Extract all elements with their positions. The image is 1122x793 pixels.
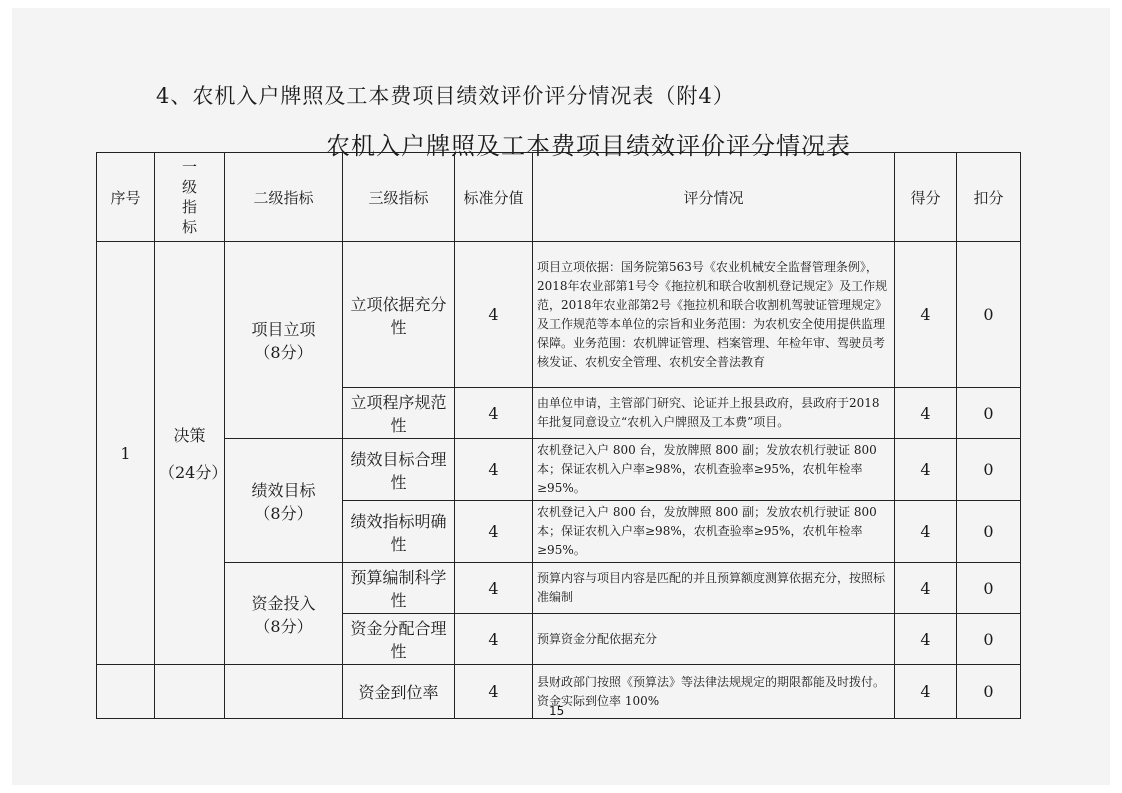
evaluation-cell: 预算资金分配依据充分	[533, 614, 895, 665]
evaluation-cell: 县财政部门按照《预算法》等法律法规规定的期限都能及时拨付。资金实际到位率 100%	[533, 665, 895, 719]
score-cell: 4	[895, 388, 957, 439]
seq-cell: 1	[97, 242, 155, 665]
level2-cell-empty	[225, 665, 343, 719]
level3-cell: 资金分配合理性	[343, 614, 455, 665]
standard-cell: 4	[455, 563, 533, 614]
level1-points: （24分）	[159, 463, 228, 482]
deduct-cell: 0	[957, 614, 1021, 665]
evaluation-cell: 预算内容与项目内容是匹配的并且预算额度测算依据充分，按照标准编制	[533, 563, 895, 614]
header-evaluation: 评分情况	[533, 153, 895, 242]
score-cell: 4	[895, 665, 957, 719]
deduct-cell: 0	[957, 665, 1021, 719]
deduct-cell: 0	[957, 439, 1021, 501]
standard-cell: 4	[455, 501, 533, 563]
standard-cell: 4	[455, 614, 533, 665]
level2-target-cell	[225, 439, 343, 563]
table-row	[97, 439, 1021, 501]
header-row	[97, 153, 1021, 242]
level3-cell: 立项依据充分性	[343, 242, 455, 388]
level2-funds-points: （8分）	[254, 616, 313, 636]
header-level3: 三级指标	[343, 153, 455, 242]
evaluation-cell: 项目立项依据：国务院第563号《农业机械安全监督管理条例》，2018年农业部第1号令《拖拉机和联合收割机登记规定》及工作规范，2018年农业部第2号《拖拉机和联合收割机驾驶证管理规定》及工作规范等本单位的宗旨和业务范围：为农机安全使用提供监理保障。业务范围：农机牌证管理、档案管理、年检年审、驾驶员考核发证、农机安全管理、农机安全普法教育	[533, 242, 895, 388]
header-standard: 标准分值	[455, 153, 533, 242]
level3-cell: 绩效目标合理性	[343, 439, 455, 501]
level2-project-cell	[225, 242, 343, 439]
level1-name: 决策	[173, 426, 206, 445]
standard-cell: 4	[455, 439, 533, 501]
evaluation-cell: 农机登记入户 800 台，发放牌照 800 副；发放农机行驶证 800 本；保证农机入户率≥98%，农机查验率≥95%，农机年检率≥95%。	[533, 439, 895, 501]
deduct-cell: 0	[957, 563, 1021, 614]
table-row	[97, 242, 1021, 388]
score-cell: 4	[895, 563, 957, 614]
header-seq: 序号	[97, 153, 155, 242]
level3-cell: 绩效指标明确性	[343, 501, 455, 563]
section-heading: 4、农机入户牌照及工本费项目绩效评价评分情况表（附4）	[156, 84, 735, 108]
level2-target-points: （8分）	[254, 503, 313, 523]
evaluation-cell: 由单位申请，主管部门研究、论证并上报县政府，县政府于2018年批复同意设立“农机入户牌照及工本费”项目。	[533, 388, 895, 439]
deduct-cell: 0	[957, 501, 1021, 563]
score-cell: 4	[895, 439, 957, 501]
header-score: 得分	[895, 153, 957, 242]
standard-cell: 4	[455, 665, 533, 719]
evaluation-cell: 农机登记入户 800 台，发放牌照 800 副；发放农机行驶证 800 本；保证农机入户率≥98%，农机查验率≥95%，农机年检率≥95%。	[533, 501, 895, 563]
level2-funds-name: 资金投入	[251, 593, 316, 613]
evaluation-table	[96, 152, 1021, 719]
standard-cell: 4	[455, 388, 533, 439]
level3-cell: 立项程序规范性	[343, 388, 455, 439]
table-row	[97, 563, 1021, 614]
level2-target-name: 绩效目标	[251, 480, 316, 500]
score-cell: 4	[895, 614, 957, 665]
header-deduct: 扣分	[957, 153, 1021, 242]
level2-project-name: 项目立项	[251, 320, 316, 339]
seq-cell-empty	[97, 665, 155, 719]
table-title: 农机入户牌照及工本费项目绩效评价评分情况表	[326, 132, 851, 160]
standard-cell: 4	[455, 242, 533, 388]
level1-cell	[155, 242, 228, 665]
page-number: 15	[549, 704, 565, 718]
deduct-cell: 0	[957, 242, 1021, 388]
deduct-cell: 0	[957, 388, 1021, 439]
level1-cell-empty	[155, 665, 225, 719]
header-level1-label: 一级指标	[181, 158, 197, 236]
level3-cell: 资金到位率	[343, 665, 455, 719]
level2-funds-cell	[225, 563, 343, 665]
score-cell: 4	[895, 501, 957, 563]
header-level2: 二级指标	[225, 153, 343, 242]
header-level1	[155, 153, 225, 242]
score-cell: 4	[895, 242, 957, 388]
level2-project-points: （8分）	[254, 343, 313, 362]
level3-cell: 预算编制科学性	[343, 563, 455, 614]
